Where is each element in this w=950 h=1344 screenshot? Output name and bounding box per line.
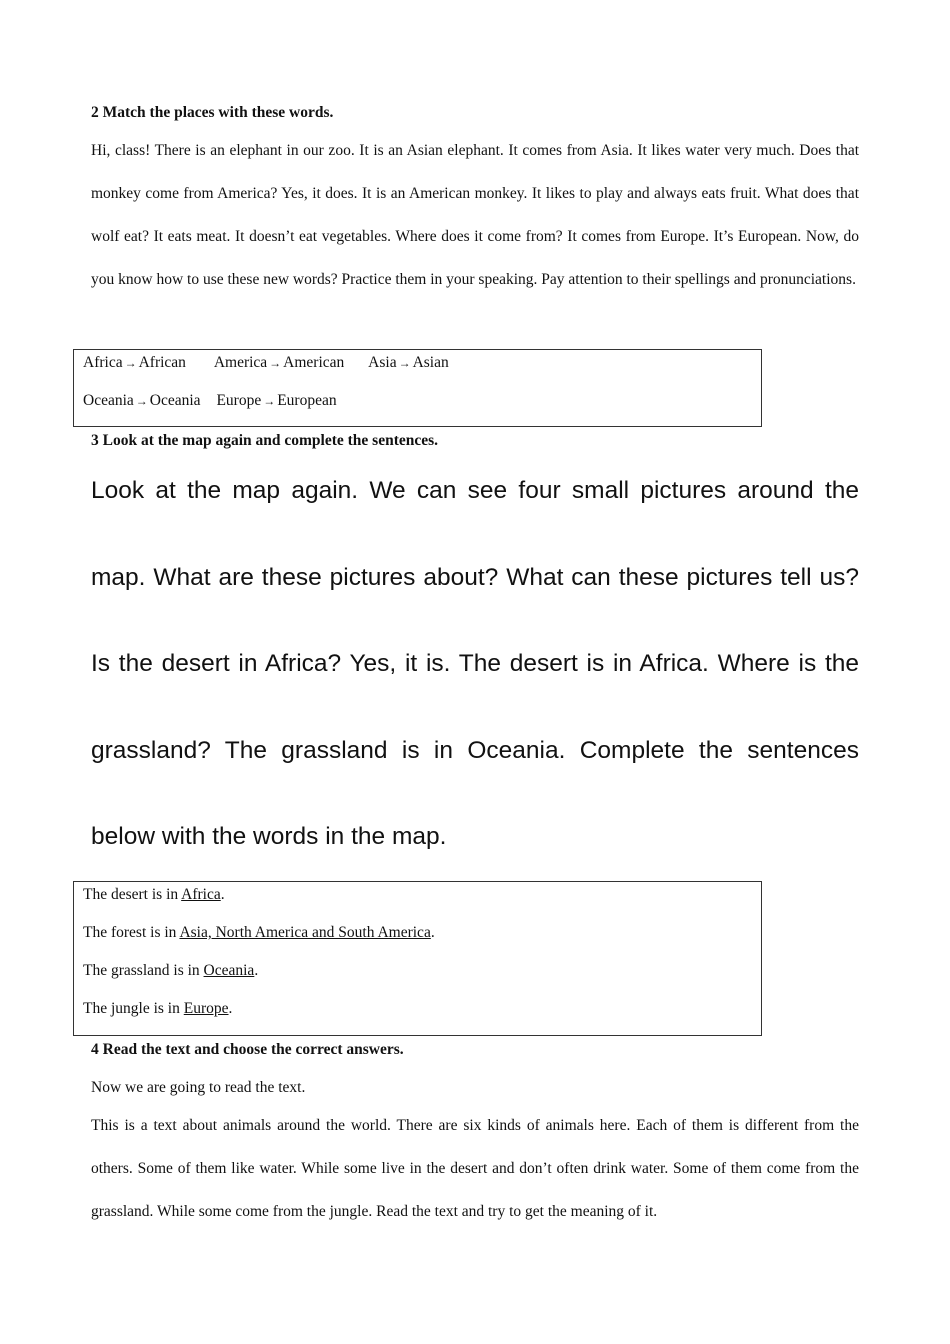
sentence-suffix: . — [220, 886, 225, 903]
sentence-prefix: The grassland is in — [83, 962, 204, 979]
section-2-paragraph: Hi, class! There is an elephant in our zoo. It is an Asian elephant. It comes from Asia. It likes water very much. Does that monkey come from America? Yes, it does. It is an American monkey. It likes to play and always eats fruit. What does that wolf eat? It eats meat. It doesn’t eat vegetables. Where does it come from? It comes from Europe. It’s European. Now, do you know how to use these new words? Practice them in your speaking. Pay attention to their spellings and pronunciations. — [91, 142, 859, 288]
sentence-prefix: The desert is in — [83, 886, 182, 903]
word-pairs-row-1 — [83, 354, 449, 372]
section-4-intro: Now we are going to read the text. — [91, 1079, 306, 1096]
word-pairs-box — [73, 349, 762, 427]
word-pair — [83, 354, 186, 372]
section-3-heading: 3 Look at the map again and complete the sentences. — [91, 432, 439, 449]
sentence-answer: Oceania — [203, 962, 255, 979]
arrow-icon: → — [269, 356, 282, 370]
adjective-word: African — [138, 354, 186, 371]
word-pair — [83, 392, 201, 410]
sentence-suffix: . — [254, 962, 259, 979]
section-2-heading: 2 Match the places with these words. — [91, 104, 334, 121]
sentence-line — [83, 962, 258, 980]
place-word: America — [213, 354, 268, 371]
sentence-suffix: . — [228, 1000, 233, 1017]
adjective-word: American — [283, 354, 345, 371]
sentence-line — [83, 886, 225, 904]
section-4-paragraph: This is a text about animals around the world. There are six kinds of animals here. Each of them is different from the others. Some of them like water. While some live in the desert and don’t often drink water. Some of them come from the grassland. While some come from the jungle. Read the text and try to get the meaning of it. — [91, 1117, 859, 1220]
sentence-line — [83, 1000, 232, 1018]
sentence-line — [83, 924, 435, 942]
sentence-answer: Africa — [181, 886, 221, 903]
adjective-word: European — [277, 392, 337, 409]
sentence-answer: Asia, North America and South America — [179, 924, 431, 941]
sentence-prefix: The jungle is in — [83, 1000, 184, 1017]
place-word: Asia — [368, 354, 397, 371]
section-4-heading: 4 Read the text and choose the correct answers. — [91, 1041, 404, 1058]
arrow-icon: → — [398, 356, 411, 370]
section-3-paragraph: Look at the map again. We can see four small pictures around the map. What are these pictures about? What can these pictures tell us? Is the desert in Africa? Yes, it is. The desert is in Africa. Where is the grassland? The grassland is in Oceania. Complete the sentences below with the words in the map. — [91, 477, 859, 850]
arrow-icon: → — [263, 394, 276, 408]
word-pair — [214, 354, 344, 372]
word-pair — [216, 392, 336, 410]
place-word: Oceania — [83, 392, 134, 409]
arrow-icon: → — [135, 394, 148, 408]
adjective-word: Oceania — [149, 392, 201, 409]
sentence-suffix: . — [430, 924, 435, 941]
sentence-prefix: The forest is in — [83, 924, 180, 941]
sentences-box — [73, 881, 762, 1036]
word-pair — [368, 354, 449, 372]
arrow-icon: → — [124, 356, 137, 370]
sentence-answer: Europe — [183, 1000, 229, 1017]
word-pairs-row-2 — [83, 392, 337, 410]
adjective-word: Asian — [412, 354, 449, 371]
place-word: Africa — [83, 354, 123, 371]
place-word: Europe — [216, 392, 262, 409]
